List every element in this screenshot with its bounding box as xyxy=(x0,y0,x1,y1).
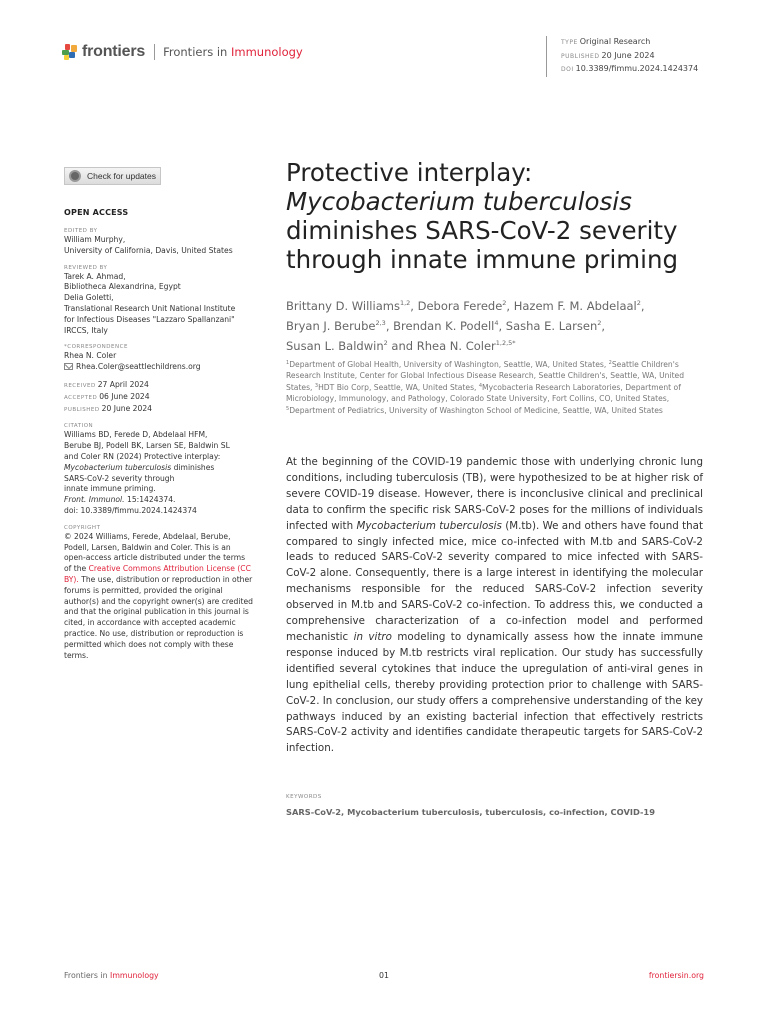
copyright-part: © 2024 Williams, Ferede, Abdelaal, Berube, Podell, Larsen, Baldwin and Coler. This is an open-access article distributed under the terms of the xyxy=(64,531,246,574)
check-for-updates-button[interactable] xyxy=(64,167,161,185)
citation-line: Williams BD, Ferede D, Abdelaal HFM, xyxy=(64,430,208,440)
citation-doi: doi: 10.3389/fimmu.2024.1424374 xyxy=(64,505,197,515)
footer-journal xyxy=(64,971,159,980)
author[interactable]: Bryan J. Berube$^{2,3}$ xyxy=(286,319,386,333)
affiliation-marker: 3 xyxy=(314,383,319,389)
open-access-label: OPEN ACCESS xyxy=(64,208,129,217)
meta-value: Original Research xyxy=(579,37,651,46)
date-key: ACCEPTED xyxy=(64,394,98,401)
dates-section xyxy=(64,380,254,415)
citation-section xyxy=(64,422,254,516)
copyright-text xyxy=(64,532,254,662)
affiliation-marker: 5 xyxy=(286,406,290,412)
article-sidebar xyxy=(64,208,254,668)
copyright-part: The use, distribution or reproduction in other forums is permitted, provided the original author(s) and the copyright owner(s) are credited and that the original publication in this journal is cited, in accordance with accepted academic practice. No use, distribution or reproduction is permitted which does not comply with these terms. xyxy=(64,574,253,660)
envelope-icon xyxy=(64,363,73,370)
frontiers-wordmark: frontiers xyxy=(82,43,146,60)
date-value: 20 June 2024 xyxy=(101,403,152,413)
title-line-italic: Mycobacterium tuberculosis xyxy=(286,187,632,216)
article-meta xyxy=(546,36,698,77)
journal-name xyxy=(163,45,303,59)
section-key: EDITED BY xyxy=(64,228,98,234)
correspondence-email-link[interactable]: Rhea.Coler@seattlechildrens.org xyxy=(76,362,201,372)
header-divider xyxy=(154,44,155,60)
author[interactable]: Sasha E. Larsen$^2$ xyxy=(505,319,602,333)
date-key: PUBLISHED xyxy=(64,406,100,413)
footer-journal-accent: Immunology xyxy=(110,971,159,980)
citation-line: and Coler RN (2024) Protective interplay: xyxy=(64,451,221,461)
keywords-section xyxy=(286,794,706,817)
bookmark-circle-icon xyxy=(69,170,81,182)
footer-site-link[interactable]: frontiersin.org xyxy=(648,971,704,980)
citation-line: SARS-CoV-2 severity through xyxy=(64,473,175,483)
abstract xyxy=(286,455,703,757)
reviewer-affiliation: IRCCS, Italy xyxy=(64,325,108,335)
affiliation: Department of Pediatrics, University of Washington School of Medicine, Seattle, WA, United States xyxy=(289,406,663,415)
citation-text: 15:1424374. xyxy=(124,495,176,505)
editor-name: William Murphy, xyxy=(64,235,126,244)
citation-text: diminishes xyxy=(171,462,215,472)
frontiers-logo-icon xyxy=(62,44,78,60)
footer-journal-prefix: Frontiers in xyxy=(64,971,111,980)
author[interactable]: Hazem F. M. Abdelaal$^2$ xyxy=(513,299,641,313)
reviewer-affiliation: for Infectious Diseases "Lazzaro Spallanzani" xyxy=(64,314,235,324)
title-line: through innate immune priming xyxy=(286,245,679,274)
accepted-date xyxy=(64,392,254,404)
copyright-section xyxy=(64,524,254,662)
keywords-label: KEYWORDS xyxy=(286,794,322,800)
author[interactable]: Debora Ferede$^2$ xyxy=(417,299,507,313)
abstract-text: modeling to dynamically assess how the innate immune response induced by M.tb restricts viral replication. Our study has successfully identified several cytokines that induce the upregulation of anti-viral genes in lung epithelial cells, thereby providing protection prior to challenge with SARS-CoV-2. In conclusion, our study offers a comprehensive understanding of the key pathways induced by an existing bacterial infection that effectively restricts SARS-CoV-2 activity and identifies candidate therapeutic targets for SARS-CoV-2 infection. xyxy=(286,630,703,755)
author[interactable]: Susan L. Baldwin$^2$ xyxy=(286,339,388,353)
correspondence-name: Rhea N. Coler xyxy=(64,351,117,361)
meta-key: PUBLISHED xyxy=(561,52,600,60)
meta-key: DOI xyxy=(561,66,574,73)
abstract-italic: in vitro xyxy=(353,630,392,643)
keywords-list: SARS-CoV-2, Mycobacterium tuberculosis, tuberculosis, co-infection, COVID-19 xyxy=(286,807,655,817)
abstract-italic: Mycobacterium tuberculosis xyxy=(356,519,502,532)
edited-by-section xyxy=(64,227,254,257)
journal-header xyxy=(62,42,303,62)
affiliation: Seattle Children's Research Institute, Center for Global Infectious Disease Research, Seattle Children's, Seattle, WA, United States, xyxy=(286,360,685,392)
date-key: RECEIVED xyxy=(64,382,96,389)
section-key: *CORRESPONDENCE xyxy=(64,344,128,351)
article-published xyxy=(561,50,698,64)
page-number: 01 xyxy=(379,971,389,980)
published-date xyxy=(64,404,254,416)
abstract-text: At the beginning of the COVID-19 pandemic those with underlying chronic lung conditions, including tuberculosis (TB), were hypothesized to be at higher risk of severe COVID-19 disease. However, there is inconclusive clinical and preclinical data to confirm the specific risk SARS-CoV-2 poses for the millions of individuals infected with xyxy=(286,456,703,532)
article-doi xyxy=(561,63,698,77)
citation-journal: Front. Immunol. xyxy=(64,495,125,505)
affiliation-marker: 2 xyxy=(608,360,612,366)
citation-line: Berube BJ, Podell BK, Larsen SE, Baldwin SL xyxy=(64,441,230,451)
affiliation-marker: 1 xyxy=(286,360,290,366)
doi-link[interactable]: 10.3389/fimmu.2024.1424374 xyxy=(575,64,699,73)
affiliations xyxy=(286,358,706,416)
author[interactable]: Rhea N. Coler$^{1,2,5*}$ xyxy=(416,339,516,353)
section-key: COPYRIGHT xyxy=(64,524,101,531)
meta-value: 20 June 2024 xyxy=(601,50,655,60)
journal-prefix: Frontiers in xyxy=(163,45,231,59)
abstract-text: (M.tb). We and others have found that compared to singly infected mice, mice co-infected with M.tb and SARS-CoV-2 leads to reduced SARS-CoV-2 severity compared to mice infected with SARS-CoV-2 alone. Consequently, there is a large interest in identifying the molecular mechanisms responsible for the reduced SARS-CoV-2 infection severity observed in M.tb and SARS-CoV-2 co-infection. To address this, we conducted a comprehensive characterization of a co-infection model and performed mechanistic xyxy=(286,519,704,643)
title-line: diminishes SARS-CoV-2 severity xyxy=(286,216,678,245)
author-list: Brittany D. Williams$^{1,2}$, Debora Ferede$^2$, Hazem F. M. Abdelaal$^2$, Bryan J. Berube$^{2,3}$, Brendan K. Podell$^4$, Sasha E. Larsen$^2$, Susan L. Baldwin$^2$ and Rhea N. Coler$^{1,2,5*}$ xyxy=(286,299,645,353)
section-key: CITATION xyxy=(64,423,94,430)
affiliation: Mycobacteria Research Laboratories, Department of Microbiology, Immunology, and Pathology, Colorado State University, Fort Collins, CO, United States, xyxy=(286,383,681,403)
reviewer-affiliation: Bibliotheca Alexandrina, Egypt xyxy=(64,282,181,292)
article-type xyxy=(561,36,698,50)
date-value: 06 June 2024 xyxy=(99,391,150,401)
citation-line: innate immune priming. xyxy=(64,484,156,494)
cc-license-link[interactable]: Creative Commons Attribution License (CC BY). xyxy=(64,564,251,584)
correspondence-email-row xyxy=(64,362,254,373)
reviewer-name: Tarek A. Ahmad, xyxy=(64,271,126,281)
affiliation-marker: 4 xyxy=(478,383,483,389)
author[interactable]: Brittany D. Williams$^{1,2}$ xyxy=(286,299,411,313)
correspondence-section xyxy=(64,343,254,373)
author[interactable]: Brendan K. Podell$^4$ xyxy=(393,319,499,333)
affiliation: HDT Bio Corp, Seattle, WA, United States, xyxy=(318,383,479,392)
article-title xyxy=(286,158,706,274)
reviewed-by-section xyxy=(64,264,254,337)
reviewer-name: Delia Goletti, xyxy=(64,293,114,303)
section-key: REVIEWED BY xyxy=(64,264,108,271)
citation-italic: Mycobacterium tuberculosis xyxy=(64,462,172,472)
citation-line xyxy=(64,463,254,474)
citation-line xyxy=(64,495,254,506)
title-line: Protective interplay: xyxy=(286,158,533,187)
date-value: 27 April 2024 xyxy=(97,379,149,389)
received-date xyxy=(64,380,254,392)
meta-key: TYPE xyxy=(561,39,578,46)
journal-accent: Immunology xyxy=(230,45,303,59)
affiliation: Department of Global Health, University of Washington, Seattle, WA, United States, xyxy=(289,360,609,369)
check-updates-label: Check for updates xyxy=(87,171,156,181)
editor-affiliation: University of California, Davis, United States xyxy=(64,245,233,255)
reviewer-affiliation: Translational Research Unit National Institute xyxy=(64,303,236,313)
page-footer xyxy=(64,971,704,985)
